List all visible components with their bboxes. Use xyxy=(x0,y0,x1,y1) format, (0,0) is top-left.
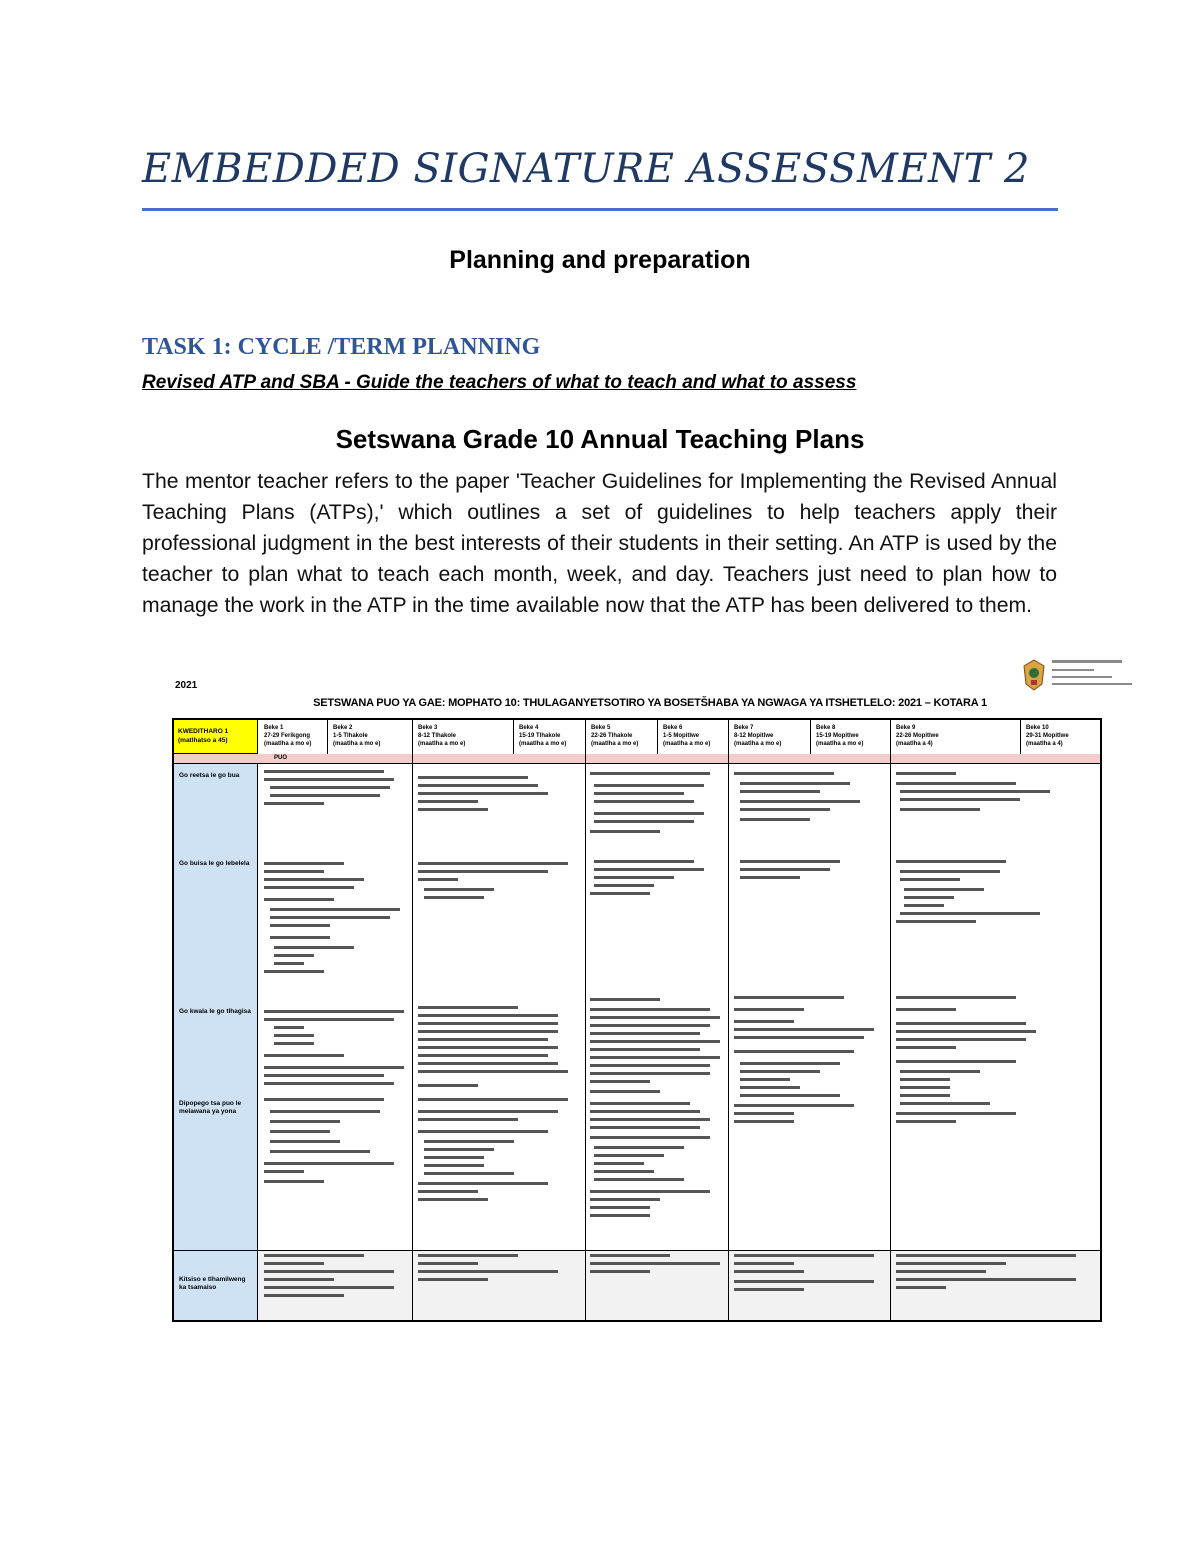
atp-year: 2021 xyxy=(175,680,198,691)
atp-table-title: SETSWANA PUO YA GAE: MOPHATO 10: THULAGANYETSOTIRO YA BOSETŠHABA YA NGWAGA YA ITSHETLELO: 2021 – KOTARA 1 xyxy=(313,697,987,709)
section-heading: Setswana Grade 10 Annual Teaching Plans xyxy=(335,424,865,454)
language-row: PUO xyxy=(174,754,1100,764)
row-label: Kitsiso e tlhamilweng ka tsamaiso xyxy=(179,1276,246,1291)
department-logo xyxy=(1022,656,1132,696)
week-header: Beke 7 8-12 Mopitlwe (maatlha a mo e) xyxy=(734,725,782,747)
row-label: Go buisa le go lebelela xyxy=(179,860,250,867)
week-header: Beke 1 27-29 Ferikgong (maatlha a mo e) xyxy=(264,725,312,747)
week-header: Beke 2 1-5 Tlhakole (maatlha a mo e) xyxy=(333,725,381,747)
week-header: Beke 10 29-31 Mopitlwe (maatlha a 4) xyxy=(1026,725,1069,747)
document-title: EMBEDDED SIGNATURE ASSESSMENT 2 xyxy=(142,146,1030,192)
coat-of-arms-icon xyxy=(1022,658,1046,692)
document-subtitle: Planning and preparation xyxy=(449,246,751,274)
term-header-cell: KWEDITHARO 1 (matlhatso a 45) xyxy=(174,720,258,754)
atp-cell-text-image xyxy=(174,720,1100,1320)
atp-table xyxy=(172,718,1102,1322)
week-header: Beke 5 22-26 Tlhakole (maatlha a mo e) xyxy=(591,725,639,747)
title-underline xyxy=(142,208,1058,211)
body-paragraph: The mentor teacher refers to the paper 'Teacher Guidelines for Implementing the Revised Annual Teaching Plans (ATPs),' which outlines a set of guidelines to help teachers apply their professional judgment in the best interests of their students in their setting. An ATP is used by the teacher to plan what to teach each month, week, and day. Teachers just need to plan how to manage the work in the ATP in the time available now that the ATP has been delivered to them. xyxy=(142,470,1057,617)
week-header: Beke 4 15-19 Tlhakole (maatlha a mo e) xyxy=(519,725,567,747)
week-header: Beke 3 8-12 Tlhakole (maatlha a mo e) xyxy=(418,725,466,747)
row-label: Go kwala le go tlhagisa xyxy=(179,1008,251,1015)
week-header: Beke 8 15-19 Mopitlwe (maatlha a mo e) xyxy=(816,725,864,747)
task-title: TASK 1: CYCLE /TERM PLANNING xyxy=(142,334,541,360)
row-label: Go reetsa le go bua xyxy=(179,772,240,779)
task-subtitle: Revised ATP and SBA - Guide the teachers of what to teach and what to assess xyxy=(142,372,857,393)
row-label: Dipopego tsa puo le melawana ya yona xyxy=(179,1100,242,1115)
week-header: Beke 6 1-5 Mopitlwe (maatlha a mo e) xyxy=(663,725,711,747)
week-header: Beke 9 22-26 Mopitlwe (maatlha a 4) xyxy=(896,725,939,747)
